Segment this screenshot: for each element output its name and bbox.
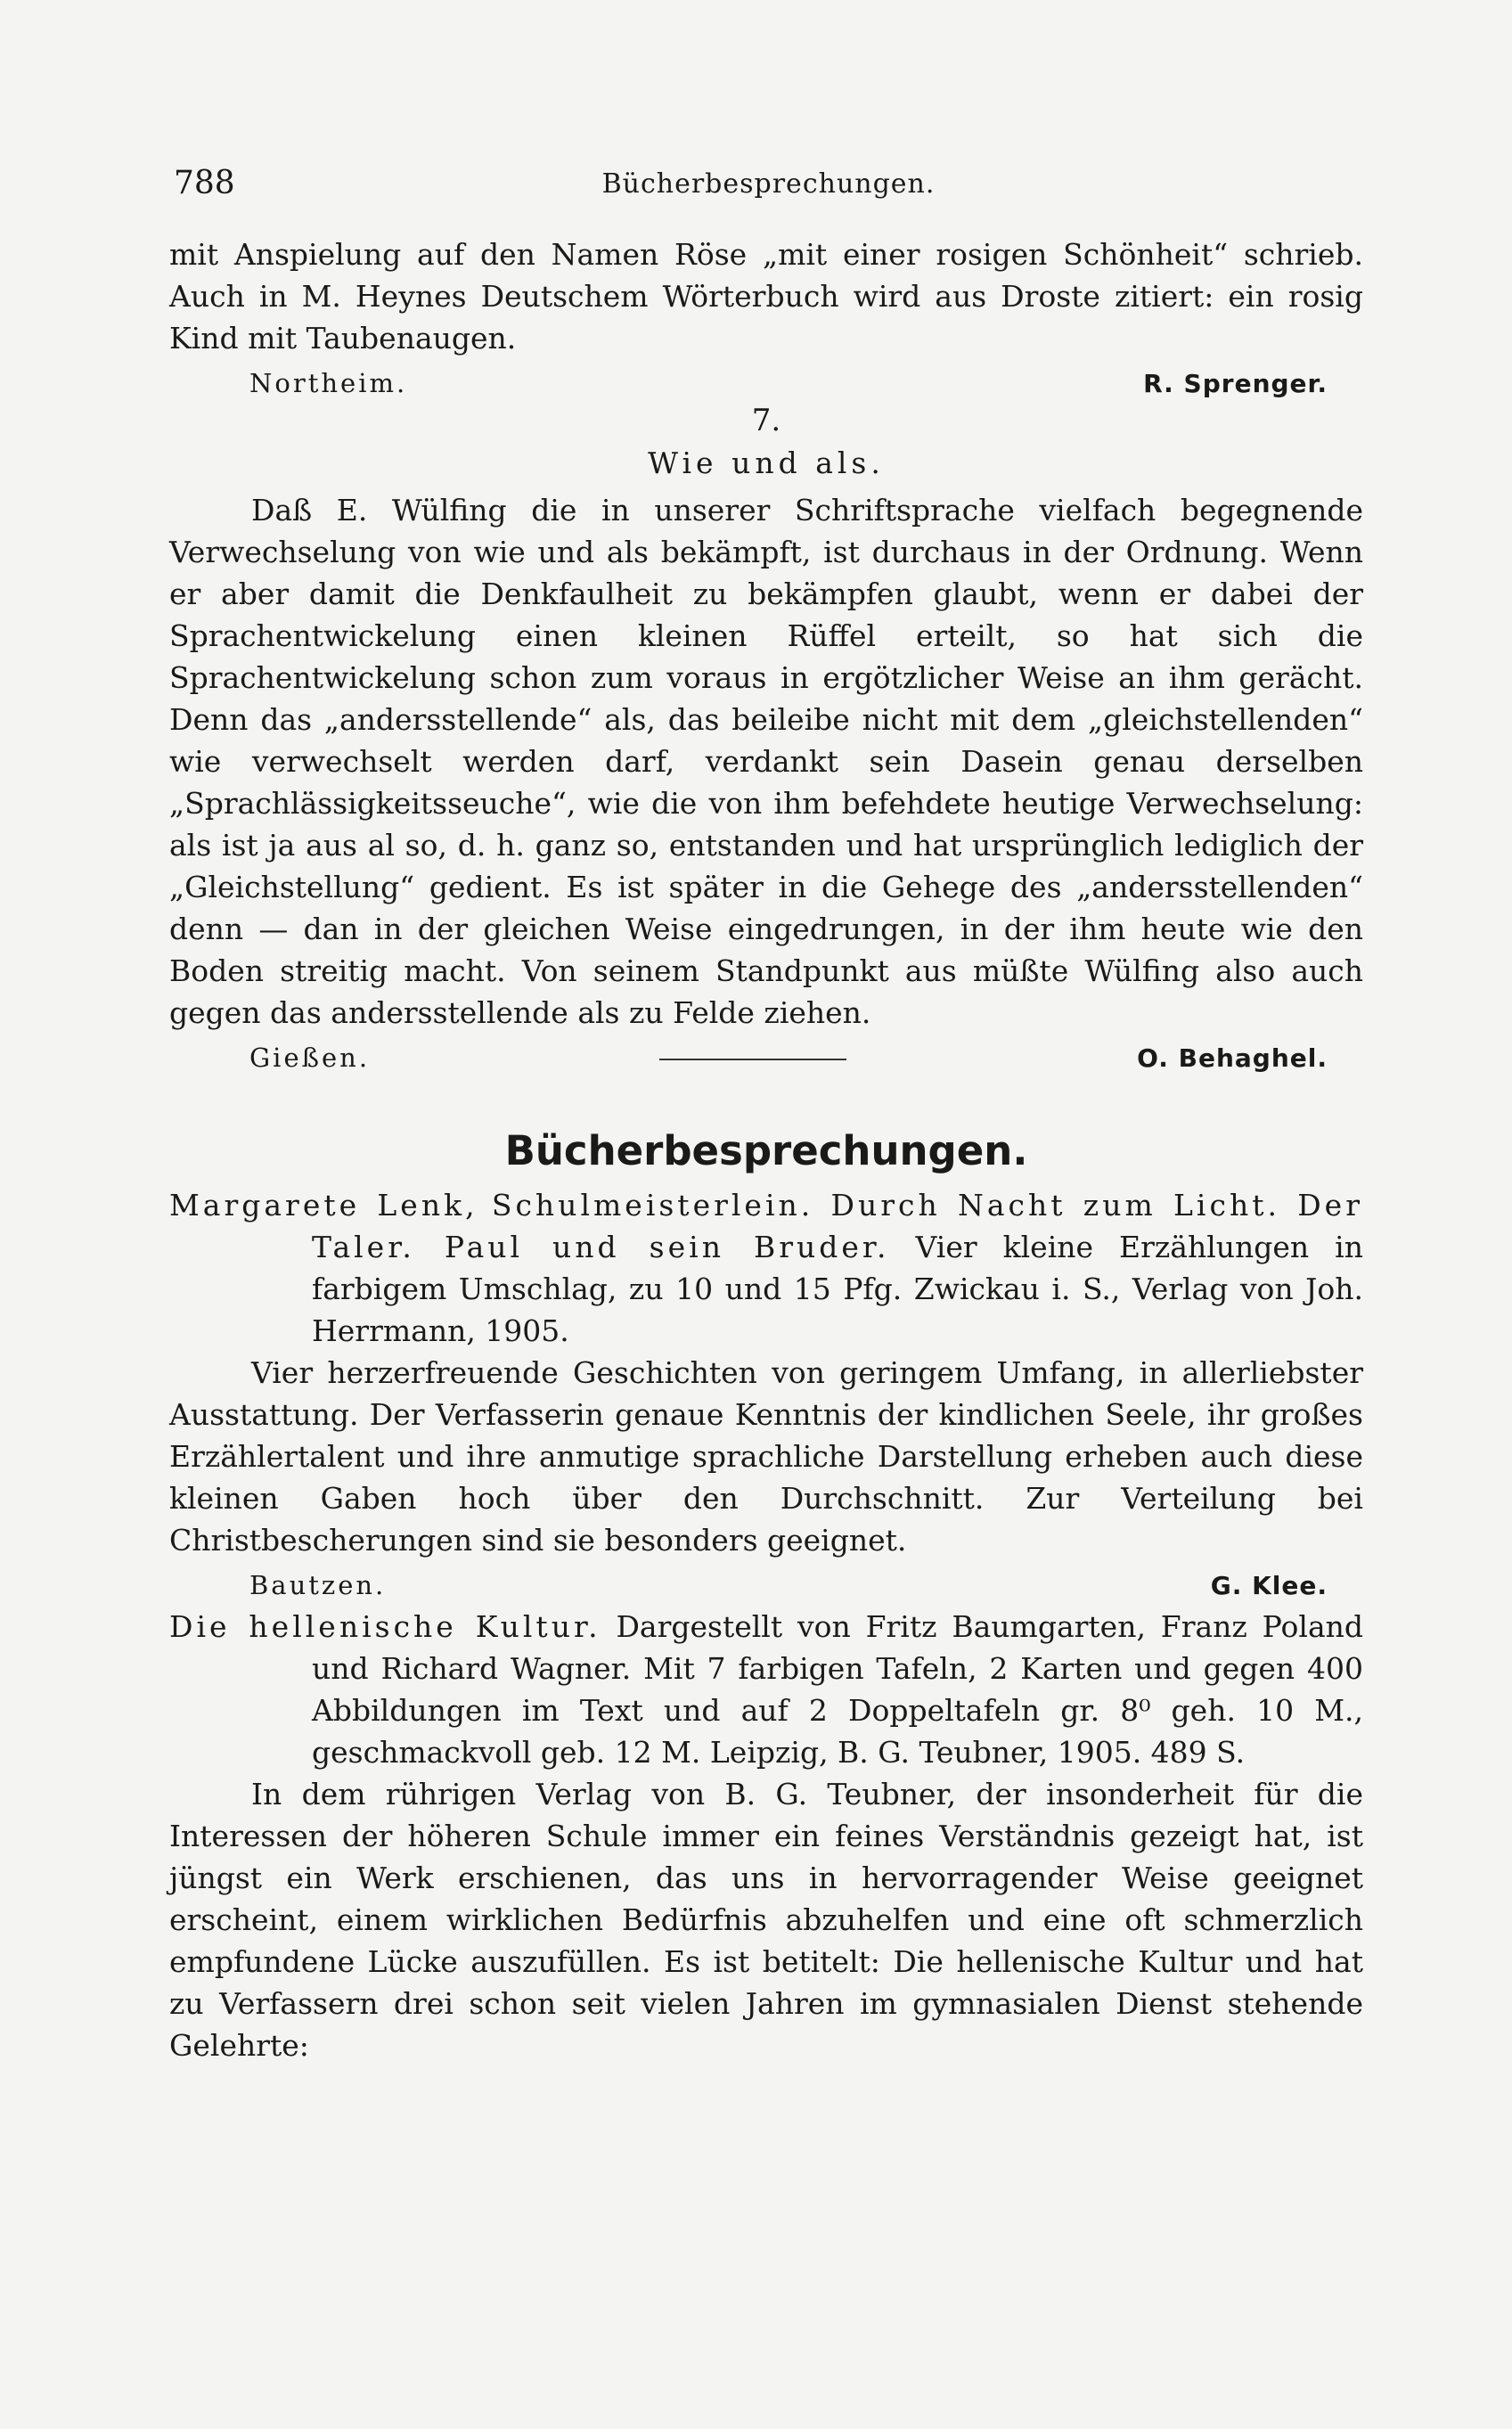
review1-bibliography [169, 1184, 1363, 1352]
running-title: Bücherbesprechungen. [601, 168, 936, 200]
article6-paragraph: mit Anspielung auf den Namen Röse „mit einer rosigen Schönheit“ schrieb. Auch in M. Heynes Deutschem Wörterbuch wird aus Droste zitiert: ein rosig Kind mit Taubenaugen. [169, 237, 1363, 356]
review2-book-title: Die hellenische Kultur. [169, 1609, 601, 1644]
review1-author: G. Klee. [1210, 1571, 1328, 1600]
review1-author-name: Margarete Lenk, [169, 1188, 478, 1223]
article7-place: Gießen. [249, 1043, 371, 1073]
article-title: Wie und als. [648, 446, 885, 480]
review1-details: Vier kleine Erzählungen in farbigem Umschlag, zu 10 und 15 Pfg. Zwickau i. S., Verlag von Joh. Herrmann, 1905. [312, 1230, 1363, 1348]
review1-place: Bautzen. [249, 1570, 387, 1600]
review2-editors: Dargestellt von Fritz Baumgarten, Franz Poland und Richard Wagner. [312, 1609, 1363, 1686]
page-header [174, 165, 1363, 209]
review1-works: Schulmeisterlein. Durch Nacht zum Licht. Der Taler. Paul und sein Bruder. [312, 1188, 1363, 1264]
review1-paragraph: Vier herzerfreuende Geschichten von geringem Umfang, in allerliebster Ausstattung. Der Verfasserin genaue Kenntnis der kindlichen Seele, ihr großes Erzählertalent und ihre anmutige sprachliche Darstellung erheben auch diese kleinen Gaben hoch über den Durchschnitt. Zur Verteilung bei Christbescherungen sind sie besonders geeignet. [169, 1355, 1363, 1558]
article-number: 7. [751, 403, 781, 438]
article6-place: Northeim. [249, 368, 408, 398]
body-text [169, 233, 1363, 2066]
article7-author: O. Behaghel. [1137, 1043, 1328, 1073]
review2-bibliography [169, 1606, 1363, 1773]
review2-details: Mit 7 farbigen Tafeln, 2 Karten und gegen 400 Abbildungen im Text und auf 2 Doppeltafeln gr. 8⁰ geh. 10 M., geschmackvoll geb. 12 M. Leipzig, B. G. Teubner, 1905. 489 S. [312, 1651, 1363, 1770]
article6-signature [169, 359, 1363, 404]
article6-author: R. Sprenger. [1143, 369, 1328, 398]
page-number: 788 [174, 165, 235, 201]
article7-paragraph: Daß E. Wülfing die in unserer Schriftsprache vielfach begegnende Verwechselung von wie und als bekämpft, ist durchaus in der Ordnung. Wenn er aber damit die Denkfaulheit zu bekämpfen glaubt, wenn er dabei der Sprachentwickelung einen kleinen Rüffel erteilt, so hat sich die Sprachentwickelung schon zum voraus in ergötzlicher Weise an ihm gerächt. Denn das „andersstellende“ als, das beileibe nicht mit dem „gleichstellenden“ wie verwechselt werden darf, verdankt sein Dasein genau derselben „Sprachlässigkeitsseuche“, wie die von ihm befehdete heutige Verwechselung: als ist ja aus al so, d. h. ganz so, entstanden und hat ursprünglich lediglich der „Gleichstellung“ gedient. Es ist später in die Gehege des „andersstellenden“ denn — dan in der gleichen Weise eingedrungen, in der ihm heute wie den Boden streitig macht. Von seinem Standpunkt aus müßte Wülfing also auch gegen das andersstellende als zu Felde ziehen. [169, 493, 1363, 1030]
section-title: Bücherbesprechungen. [504, 1127, 1028, 1174]
article7-signature [169, 1034, 1363, 1078]
review2-paragraph: In dem rührigen Verlag von B. G. Teubner, der insonderheit für die Interessen der höheren Schule immer ein feines Verständnis gezeigt hat, ist jüngst ein Werk erschienen, das uns in hervorragender Weise geeignet erscheint, einem wirklichen Bedürfnis abzuhelfen und eine oft schmerzlich empfundene Lücke auszufüllen. Es ist betitelt: Die hellenische Kultur und hat zu Verfassern drei schon seit vielen Jahren im gymnasialen Dienst stehende Gelehrte: [169, 1777, 1363, 2063]
section-divider [659, 1059, 846, 1060]
review1-signature [169, 1561, 1363, 1606]
